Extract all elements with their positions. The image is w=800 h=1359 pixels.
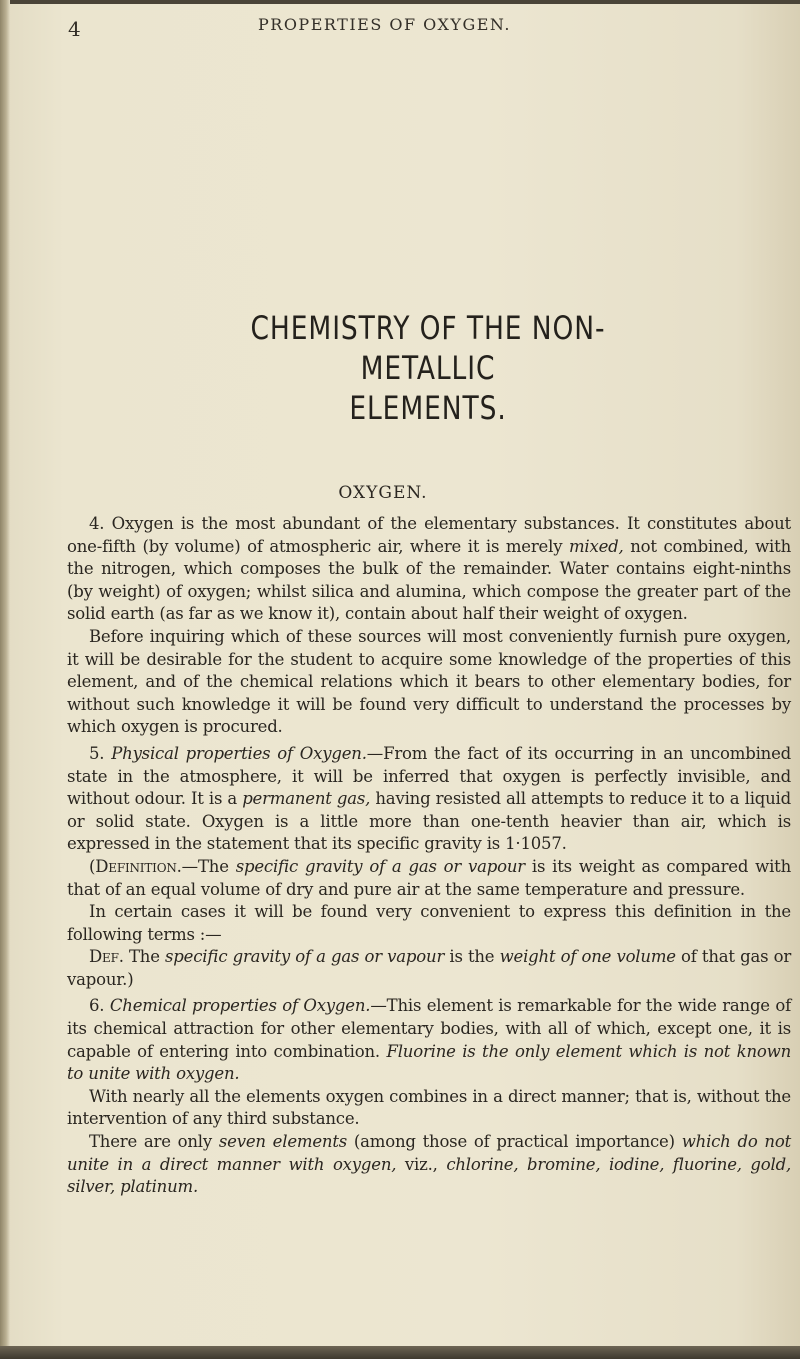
page-top-edge [0, 0, 800, 4]
def-label: Def. [89, 947, 124, 967]
paragraph-6-continued: With nearly all the elements oxygen combines in a direct manner; that is, without the intervention of any third substance. [67, 1086, 791, 1129]
definition-label: Definition [95, 856, 177, 876]
definition-restated: Def. The specific gravity of a gas or vapour is the weight of one volume of that gas or vapour.) [67, 947, 792, 989]
chapter-title [189, 308, 667, 428]
paragraph-5-heading: Physical properties of Oxygen. [111, 743, 367, 763]
chapter-title-line-1: CHEMISTRY OF THE NON-METALLIC [250, 309, 606, 387]
paragraph-6-elements: There are only seven elements (among those of practical importance) which do not unite in a direct manner with oxygen, viz., chlorine, bromine, iodine, fluorine, gold, silver, platinum. [67, 1132, 792, 1197]
paragraph-4-continued: Before inquiring which of these sources will most conveniently furnish pure oxygen, it will be desirable for the student to acquire some knowledge of the properties of this element, and of the chemical relations which it bears to other elementary bodies, for without such knowledge it will be found very difficult to understand the processes by which oxygen is procured. [67, 626, 791, 737]
running-title: PROPERTIES OF OXYGEN. [258, 15, 511, 34]
paragraph-6-heading: Chemical properties of Oxygen. [109, 996, 371, 1016]
paragraph-6: 6. Chemical properties of Oxygen.—This element is remarkable for the wide range of its chemical attraction for other elementary bodies, with all of which, except one, it is capable of entering into combination. Fluorine is the only element which is not known to unite with oxygen. [67, 996, 791, 1084]
definition: (Definition.—The specific gravity of a gas or vapour is its weight as compared with that of an equal volume of dry and pure air at the same temperature and pressure. [67, 856, 792, 899]
chapter-title-line-2: ELEMENTS. [349, 389, 507, 427]
paragraph-5: 5. Physical properties of Oxygen.—From the fact of its occurring in an uncombined state in the atmosphere, it will be inferred that oxygen is perfectly invisible, and without odour. It is a permanent gas, having resisted all attempts to reduce it to a liquid or solid state. Oxygen is a little more than one-tenth heavier than air, which is expressed in the statement that its specific gravity is 1·1057. [67, 743, 791, 854]
paragraph-4: 4. Oxygen is the most abundant of the elementary substances. It constitutes about one-fifth (by volume) of atmospheric air, where it is merely mixed, not combined, with the nitrogen, which composes the bulk of the remainder. Water contains eight-ninths (by weight) of oxygen; whilst silica and alumina, which compose the greater part of the solid earth (as far as we know it), contain about half their weight of oxygen. [67, 514, 791, 624]
body-text [67, 513, 791, 1199]
section-heading: OXYGEN. [338, 483, 428, 503]
definition-continued: In certain cases it will be found very convenient to express this definition in the following terms :— [67, 902, 791, 944]
page-spine-shadow [0, 0, 10, 1359]
page-bottom-edge [0, 1346, 800, 1359]
running-head [0, 10, 800, 41]
page-number: 4 [68, 17, 81, 41]
